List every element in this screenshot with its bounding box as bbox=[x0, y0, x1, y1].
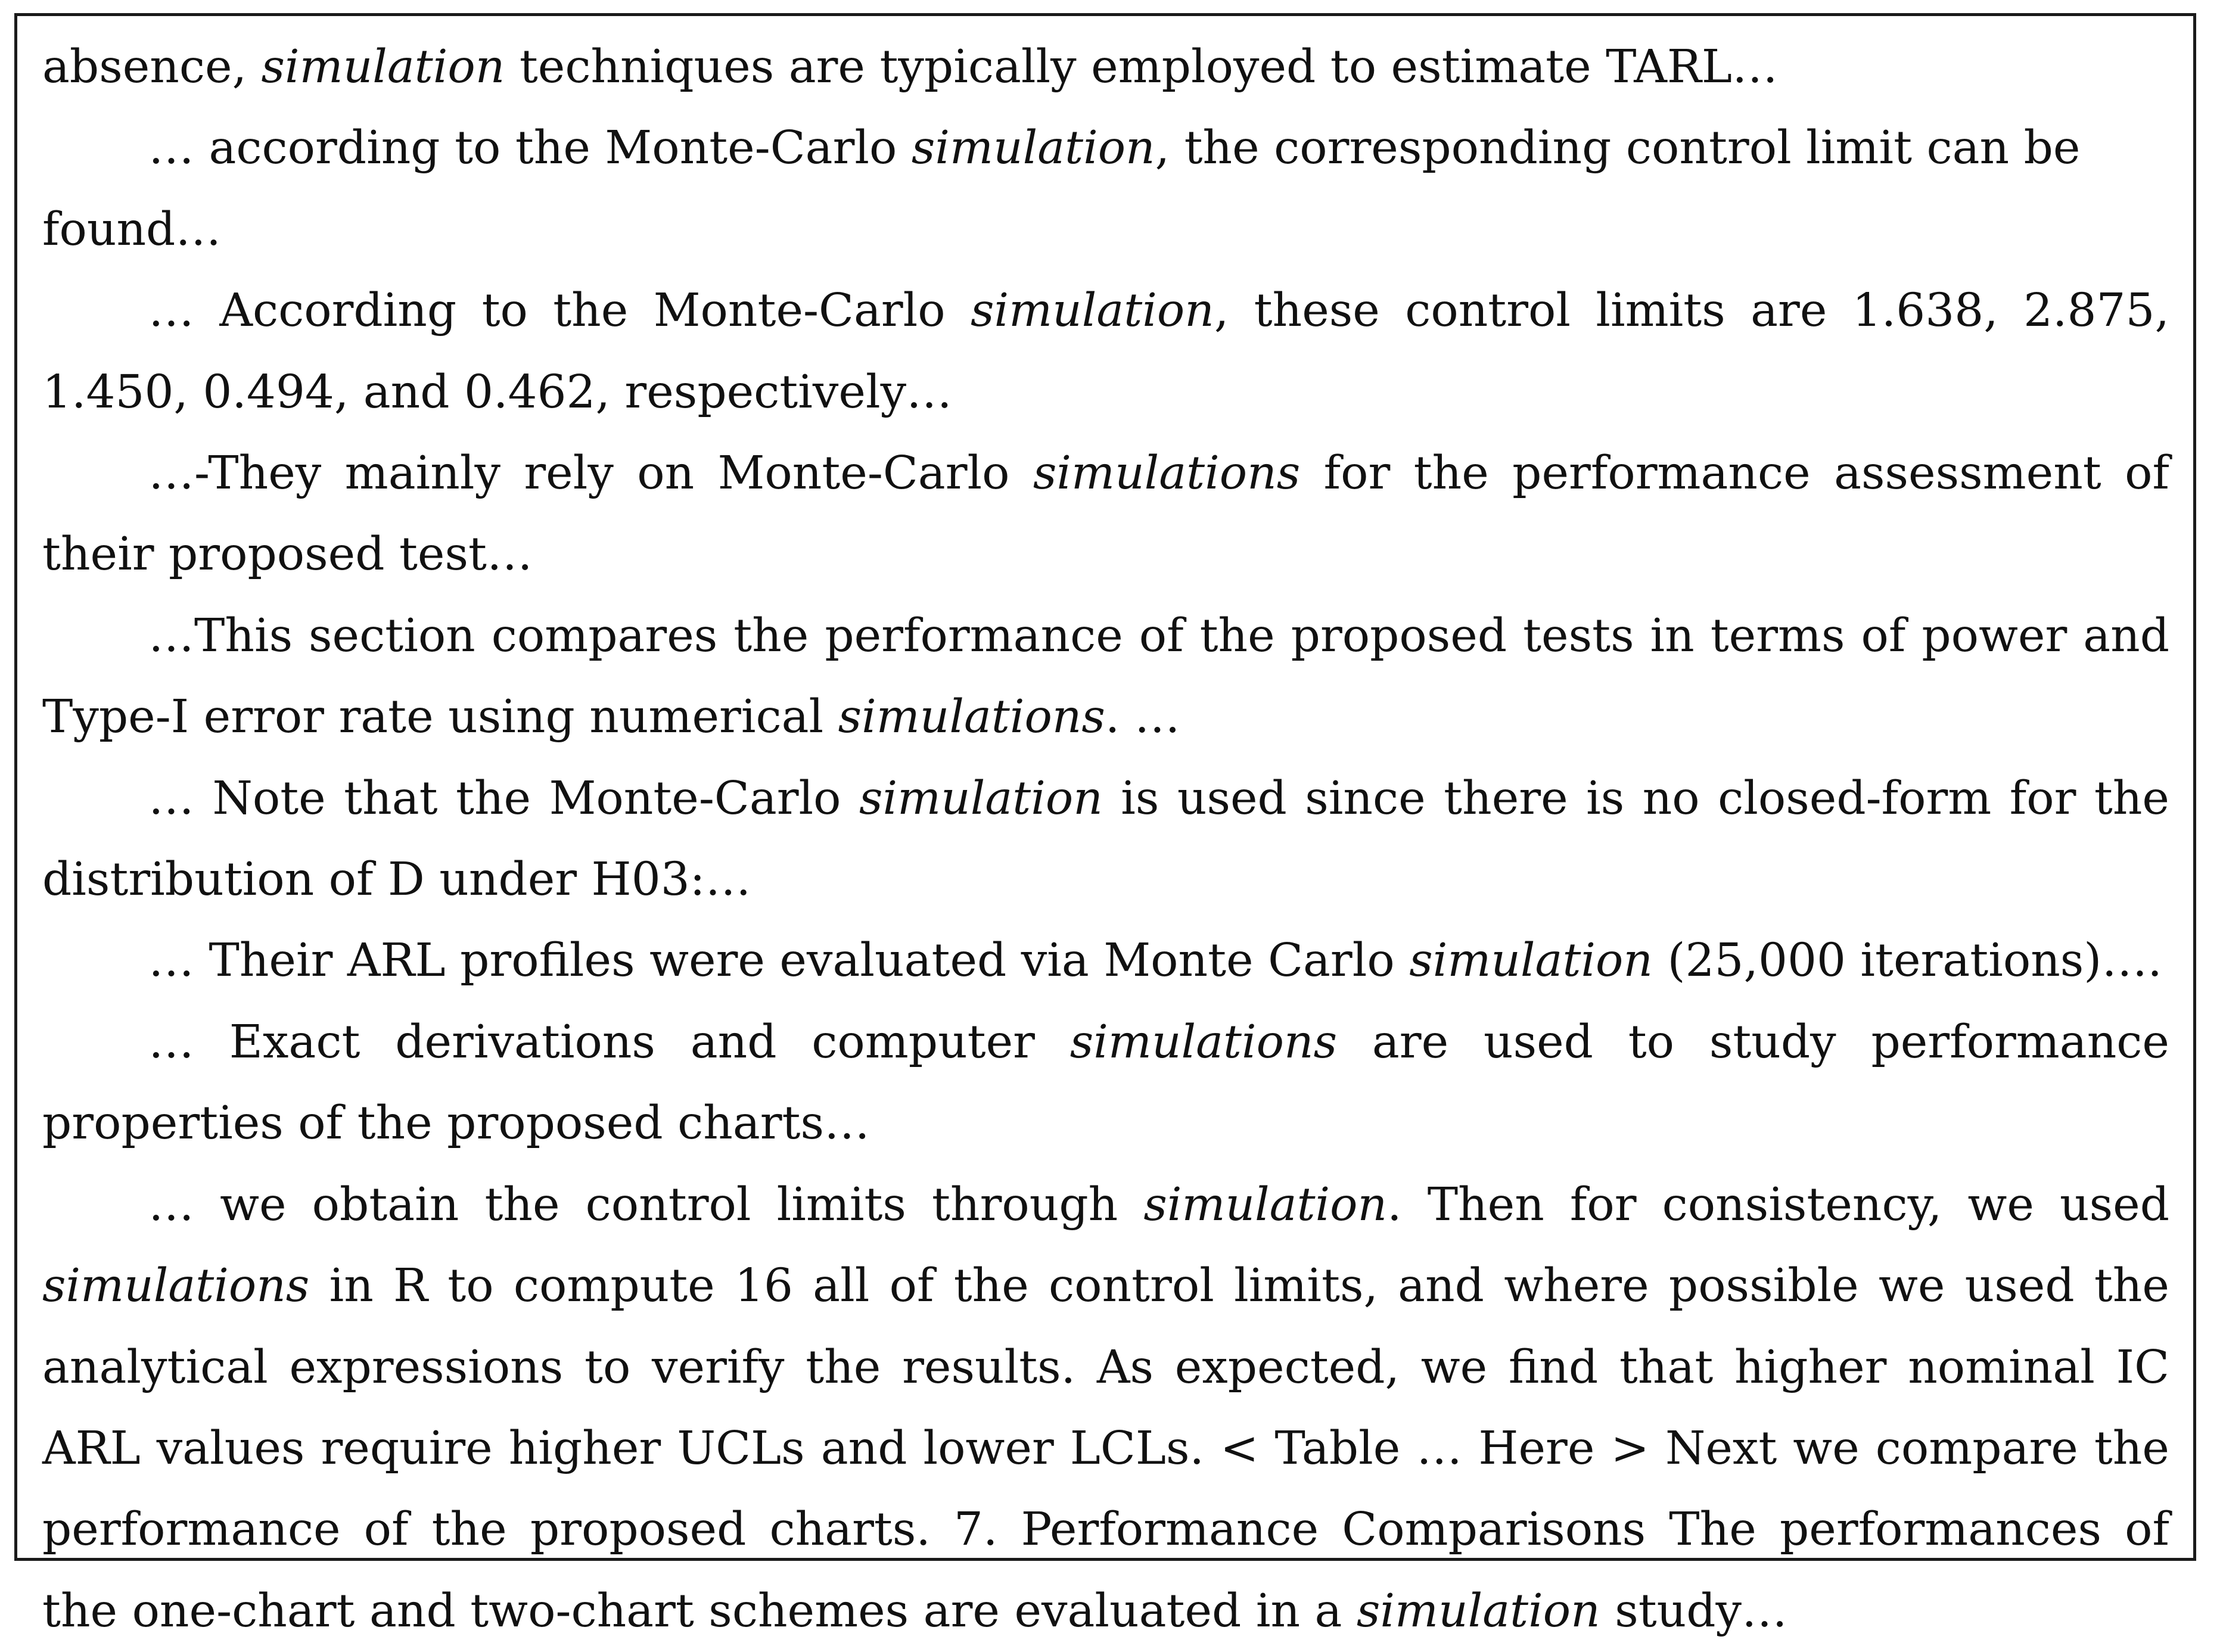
excerpt-paragraph-4 bbox=[42, 433, 2169, 596]
text-segment: . … bbox=[1105, 690, 1180, 744]
text-segment: in R to compute 16 all of the control limits, and where possible we used the analytical expressions to verify the results. As expected, we find that higher nominal IC ARL values require higher UCLs and lower LCLs. < Table … Here > Next we compare the performance of the proposed charts. 7. Performance Comparisons The performances of the one-chart and two-chart schemes are evaluated in a bbox=[42, 1259, 2169, 1638]
text-segment: …-They mainly rely on Monte-Carlo bbox=[148, 447, 1033, 500]
text-segment: (25,000 iterations)…. bbox=[1653, 934, 2162, 988]
italic-term: simulation bbox=[1143, 1178, 1388, 1231]
italic-term: simulations bbox=[1069, 1015, 1338, 1069]
excerpt-paragraph-7 bbox=[42, 920, 2169, 1001]
text-segment: … According to the Monte-Carlo bbox=[148, 284, 971, 338]
text-segment: techniques are typically employed to estimate TARL… bbox=[505, 41, 1778, 94]
italic-term: simulation bbox=[911, 122, 1155, 175]
text-segment: … Note that the Monte-Carlo bbox=[148, 771, 859, 825]
italic-term: simulations bbox=[1033, 447, 1301, 500]
italic-term: simulation bbox=[1409, 934, 1653, 988]
text-segment: … Their ARL profiles were evaluated via Monte Carlo bbox=[148, 934, 1410, 988]
italic-term: simulations bbox=[838, 690, 1105, 744]
text-segment: absence, bbox=[42, 41, 262, 94]
excerpt-paragraph-9 bbox=[42, 1165, 2169, 1652]
text-segment: is used since there is no closed-form for the distribution of D under H03:… bbox=[42, 771, 2170, 907]
text-segment: …This section compares the performance of the proposed tests in terms of power and Type-I error rate using numerical bbox=[42, 609, 2169, 744]
text-segment: for the performance assessment of their proposed test… bbox=[42, 447, 2169, 581]
text-segment: … we obtain the control limits through bbox=[148, 1178, 1144, 1231]
excerpt-paragraph-5 bbox=[42, 596, 2169, 758]
excerpt-paragraph-2 bbox=[42, 108, 2169, 270]
text-segment: … Exact derivations and computer bbox=[148, 1015, 1070, 1069]
excerpt-paragraph-8 bbox=[42, 1002, 2169, 1165]
italic-term: simulations bbox=[42, 1259, 310, 1313]
text-segment: are used to study performance properties of the proposed charts… bbox=[42, 1015, 2169, 1150]
italic-term: simulation bbox=[971, 284, 1214, 338]
text-segment: , the corresponding control limit can be found… bbox=[42, 122, 2081, 256]
text-segment: study… bbox=[1600, 1584, 1788, 1638]
text-segment: . Then for consistency, we used bbox=[1387, 1178, 2170, 1231]
text-segment: , these control limits are 1.638, 2.875, 1.450, 0.494, and 0.462, respectively… bbox=[42, 284, 2169, 419]
excerpt-paragraph-6 bbox=[42, 758, 2169, 921]
italic-term: simulation bbox=[859, 771, 1103, 825]
text-segment: … according to the Monte-Carlo bbox=[148, 122, 912, 175]
excerpt-box bbox=[14, 13, 2196, 1638]
italic-term: simulation bbox=[1356, 1584, 1600, 1638]
excerpt-paragraph-1 bbox=[42, 27, 2169, 108]
italic-term: simulation bbox=[261, 41, 505, 94]
excerpt-paragraph-3 bbox=[42, 270, 2169, 433]
